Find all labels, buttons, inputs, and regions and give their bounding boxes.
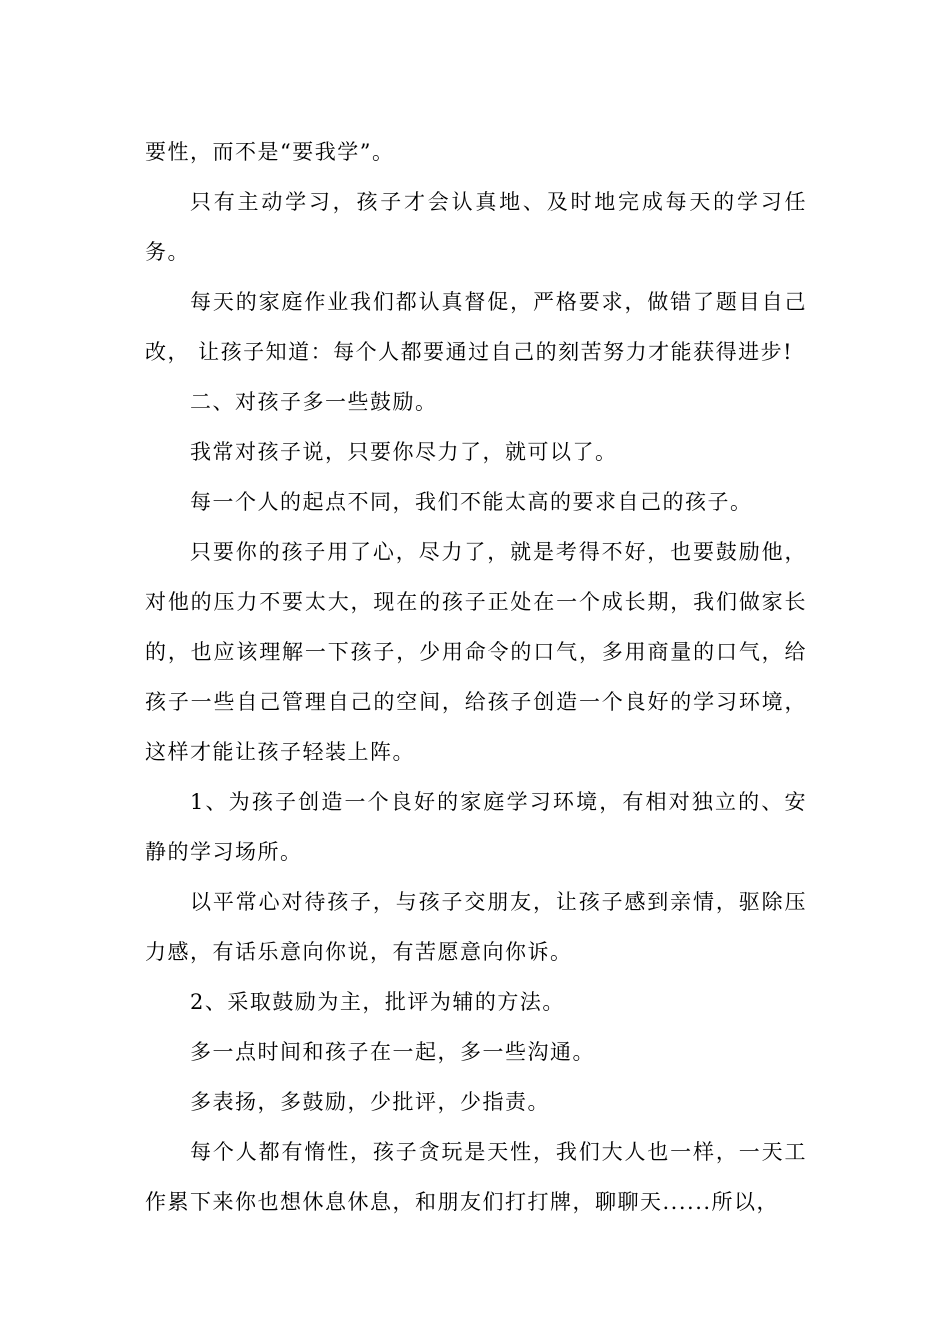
section-heading: 二、对孩子多一些鼓励。 (190, 390, 438, 414)
paragraph: 每个人都有惰性，孩子贪玩是天性，我们大人也一样，一天工作累下来你也想休息休息，和朋友们打打牌，聊聊天......所以， (145, 1140, 807, 1214)
paragraph: 只要你的孩子用了心，尽力了，就是考得不好，也要鼓励他，对他的压力不要太大，现在的孩子正处在一个成长期，我们做家长的，也应该理解一下孩子，少用命令的口气，多用商量的口气，给孩子一些自己管理自己的空间，给孩子创造一个良好的学习环境，这样才能让孩子轻装上阵。 (145, 540, 807, 764)
paragraph: 只有主动学习，孩子才会认真地、及时地完成每天的学习任务。 (145, 190, 807, 264)
paragraph: 多一点时间和孩子在一起，多一些沟通。 (190, 1040, 595, 1064)
list-item: 2、采取鼓励为主，批评为辅的方法。 (190, 990, 565, 1014)
paragraph: 我常对孩子说，只要你尽力了，就可以了。 (190, 440, 618, 464)
paragraph: 每天的家庭作业我们都认真督促，严格要求，做错了题目自己改， 让孩子知道：每个人都要通过自己的刻苦努力才能获得进步! (145, 290, 807, 364)
paragraph: 多表扬，多鼓励，少批评，少指责。 (190, 1090, 550, 1114)
list-item: 1、为孩子创造一个良好的家庭学习环境，有相对独立的、安静的学习场所。 (145, 790, 807, 864)
paragraph: 以平常心对待孩子，与孩子交朋友，让孩子感到亲情，驱除压力感，有话乐意向你说，有苦愿意向你诉。 (145, 890, 807, 964)
document-body (145, 127, 807, 1227)
paragraph: 每一个人的起点不同，我们不能太高的要求自己的孩子。 (190, 490, 753, 514)
paragraph: 要性，而不是“要我学”。 (145, 140, 395, 164)
